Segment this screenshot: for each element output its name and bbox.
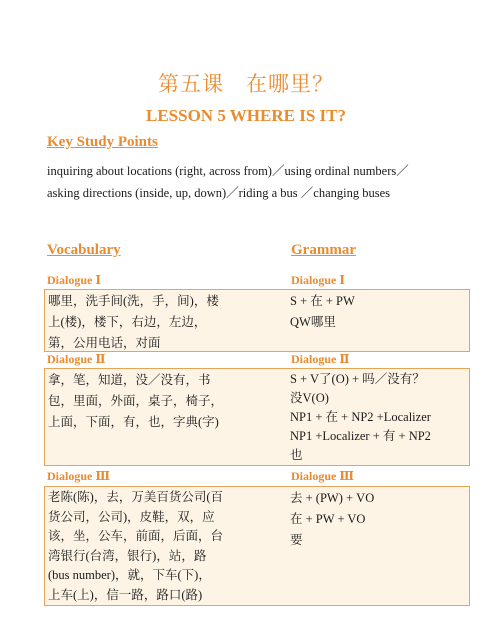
vocab-line: 老陈(陈)，去，万美百货公司(百 [48, 490, 223, 504]
vocab-line: (bus number)，就，下车(下)， [48, 568, 211, 582]
grammar-line: 也 [290, 448, 303, 462]
lesson-title-english: LESSON 5 WHERE IS IT? [146, 106, 346, 125]
dialogue-1-grammar-label: Dialogue Ⅰ [291, 273, 345, 287]
grammar-line: QW哪里 [290, 315, 336, 329]
dialogue-2-vocabulary [48, 369, 280, 433]
key-study-points-line: inquiring about locations (right, across from)／using ordinal numbers／ [47, 164, 409, 178]
key-study-points-text [47, 160, 457, 204]
dialogue-3-grammar-label: Dialogue Ⅲ [291, 469, 354, 483]
vocab-line: 拿，笔，知道，没／没有，书 [48, 373, 211, 387]
grammar-line: NP1 +Localizer + 有 + NP2 [290, 429, 431, 443]
vocabulary-heading: Vocabulary [47, 242, 121, 258]
vocab-line: 包，里面，外面，桌子，椅子， [48, 394, 224, 408]
grammar-line: 去 + (PW) + VO [290, 491, 375, 505]
lesson-title-chinese: 第五课 在哪里？ [158, 72, 334, 96]
dialogue-3-grammar [290, 487, 468, 551]
vocab-line: 货公司，公司)，皮鞋，双，应 [48, 509, 215, 524]
vocab-line: 该，坐，公车，前面，后面，台 [48, 529, 224, 543]
vocab-line: 湾银行(台湾，银行)，站，路 [48, 548, 207, 563]
grammar-line: 没V(O) [290, 391, 329, 405]
grammar-line: 在 + PW + VO [290, 512, 366, 526]
dialogue-2-vocab-label: Dialogue Ⅱ [47, 352, 106, 366]
grammar-line: NP1 + 在 + NP2 +Localizer [290, 410, 431, 424]
vocab-line: 哪里，洗手间(洗，手，间)，楼 [48, 294, 219, 308]
vocab-line: 上面，下面，有，也，字典(字) [48, 415, 219, 429]
dialogue-2-box [44, 368, 470, 466]
grammar-line: 要 [290, 533, 303, 547]
vocab-line: 上车(上)，信一路，路口(路) [48, 587, 203, 602]
dialogue-1-grammar [290, 290, 468, 333]
vocab-line: 第，公用电话，对面 [48, 336, 161, 350]
vocab-line: 上(楼)，楼下，右边，左边， [48, 315, 207, 329]
dialogue-2-grammar [290, 369, 468, 465]
grammar-line: S + 在 + PW [290, 294, 355, 308]
grammar-line: S + V了(O) + 吗／没有？ [290, 372, 425, 386]
dialogue-3-vocab-label: Dialogue Ⅲ [47, 469, 110, 483]
key-study-points-heading: Key Study Points [47, 134, 158, 150]
dialogue-1-vocabulary [48, 290, 280, 354]
dialogue-3-vocabulary [48, 487, 280, 605]
dialogue-1-box [44, 289, 470, 352]
grammar-heading: Grammar [291, 242, 356, 258]
dialogue-3-box [44, 486, 470, 606]
dialogue-1-vocab-label: Dialogue Ⅰ [47, 273, 101, 287]
dialogue-2-grammar-label: Dialogue Ⅱ [291, 352, 350, 366]
key-study-points-line: asking directions (inside, up, down)／riding a bus ／changing buses [47, 186, 391, 200]
